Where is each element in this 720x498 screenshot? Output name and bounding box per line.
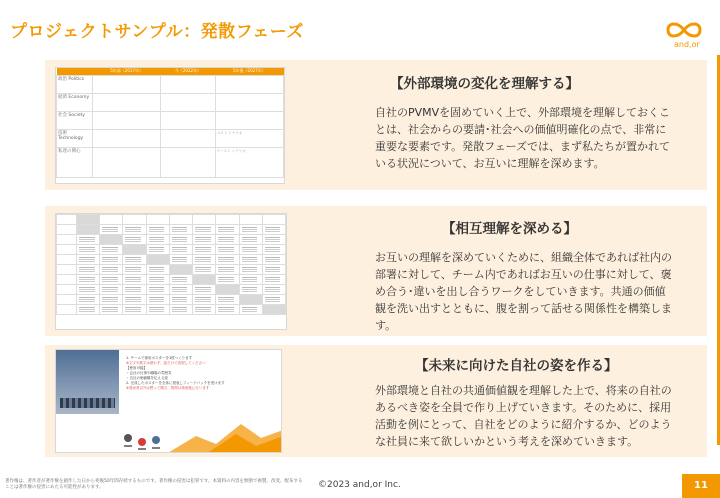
mountain-illustration-icon (56, 416, 282, 453)
crowd-photo (56, 350, 119, 414)
column-header: 5年前（2017年） (93, 68, 161, 75)
copyright-notice: 著作権は、著作者が著作権を創作した日から死後50年間存続するものです。著作権の侵害は犯罪です。本資料の内容を無断で複製、改変、配布することは著作権の侵害にあたる可能性があります。 (5, 479, 303, 490)
section-future-vision (45, 345, 707, 457)
section-heading: 【相互理解を深める】 (442, 221, 577, 237)
logo-text: and,or (674, 40, 700, 49)
brand-logo (660, 18, 708, 52)
row-label: 政治 Politics (57, 75, 93, 93)
section-body: お互いの理解を深めていくために、組織全体であれば社内の部署に対して、チーム内であればお互いの仕事に対して、褒め合う･違いを出し合うワークをしていきます。共通の価値観を洗い出すとともに、腹を割って話せる関係性を構築します。 (375, 251, 672, 332)
side-label: ベスト シナリオ (215, 129, 283, 147)
section-body: 外部環境と自社の共通価値観を理解した上で、将来の自社のあるべき姿を全員で作り上げていきます。そのために、採用活動を例にとって、自社をどのように紹介するか、どのような社員に来て欲しいかという考えを深めていきます。 (375, 384, 672, 448)
instruction-text: 1. チームで採用ポスターを1枚つくります ※文字や数字は使わず、絵だけで表現してください 【使用可能】 ・会社の仕事や職場の雰囲気 ・自社の価値観を伝える絵 2. 完成したポスターを全体に発表しフィードバックを受けます ※発表者以外は黙って聞き、質問は発表後に行います (126, 356, 225, 390)
section-heading: 【未来に向けた自社の姿を作る】 (415, 358, 618, 374)
page-number: 11 (682, 474, 720, 498)
section-external-environment (45, 60, 707, 190)
poster-workshop-thumbnail (55, 349, 282, 453)
page-title: プロジェクトサンプル：発散フェーズ (10, 22, 304, 42)
grid-worksheet-thumbnail (55, 213, 287, 330)
column-header: 今（2022年） (161, 68, 216, 75)
side-label: ワースト シナリオ (215, 147, 283, 177)
row-label: 社会 Society (57, 111, 93, 129)
row-label: 私達の関心 (57, 147, 93, 177)
section-heading: 【外部環境の変化を理解する】 (390, 76, 579, 92)
column-header: 5年後（2027年） (215, 68, 283, 75)
copyright-text: ©2023 and,or Inc. (318, 480, 401, 490)
row-label: 経済 Economy (57, 93, 93, 111)
row-label: 技術 Technology (57, 129, 93, 147)
section-mutual-understanding (45, 206, 707, 336)
pest-worksheet-thumbnail (55, 67, 285, 184)
section-body: 自社のPVMVを固めていく上で、外部環境を理解しておくことは、社会からの要請･社会への価値明確化の点で、非常に重要な要素です。発散フェーズでは、まず私たちが置かれている状況について、お互いに理解を深めます。 (375, 106, 671, 170)
infinity-logo-icon (664, 18, 704, 40)
